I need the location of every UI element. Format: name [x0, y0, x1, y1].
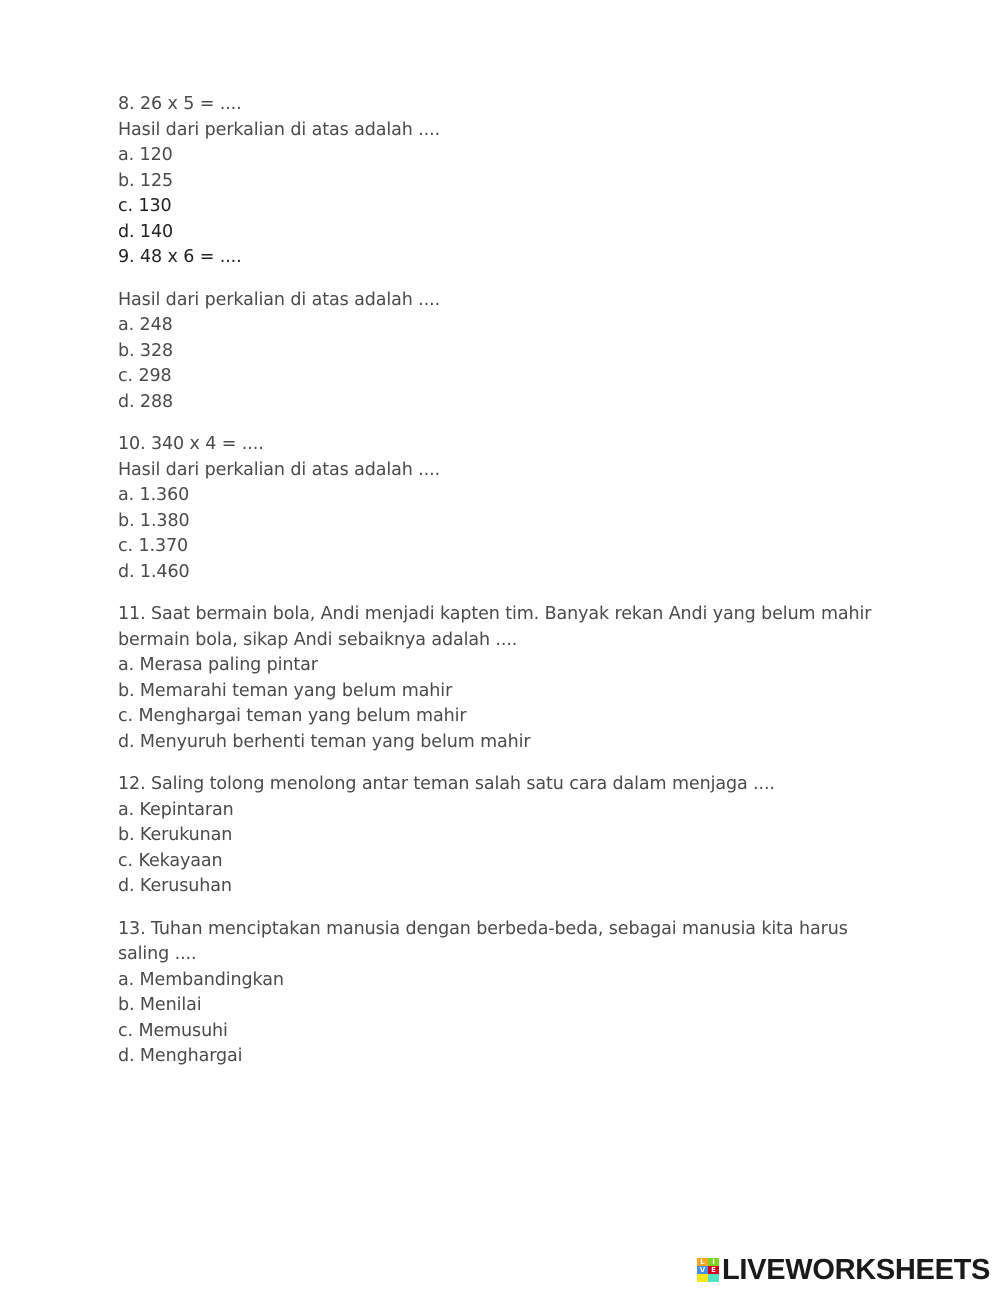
question-stem: 12. Saling tolong menolong antar teman salah satu cara dalam menjaga ....: [118, 774, 775, 794]
question-prompt: 9. 48 x 6 = ....: [118, 247, 242, 267]
option-c: c. 1.370: [118, 536, 189, 556]
question-stem-line-1: 11. Saat bermain bola, Andi menjadi kapten tim. Banyak rekan Andi yang belum mahir: [118, 604, 872, 624]
option-a: a. 120: [118, 145, 173, 165]
logo-block-1: L: [697, 1258, 708, 1266]
option-a: a. Merasa paling pintar: [118, 655, 318, 675]
option-d: d. Menghargai: [118, 1046, 243, 1066]
question-prompt: 8. 26 x 5 = ....: [118, 94, 242, 114]
question-11: [118, 602, 918, 755]
logo-block-6: [708, 1274, 719, 1282]
option-d: d. Kerusuhan: [118, 876, 232, 896]
option-d: d. 1.460: [118, 561, 190, 582]
option-c: c. Memusuhi: [118, 1020, 228, 1041]
question-stem-line-2: saling ....: [118, 944, 197, 964]
question-stem: Hasil dari perkalian di atas adalah ....: [118, 119, 441, 140]
option-d: d. 140: [118, 221, 174, 242]
option-a: a. Kepintaran: [118, 799, 234, 820]
option-c: c. 130: [118, 196, 172, 216]
option-c: c. 298: [118, 366, 172, 386]
question-13: [118, 917, 918, 1070]
option-b: b. 328: [118, 340, 174, 361]
logo-block-4: E: [708, 1266, 719, 1274]
question-stem-line-2: bermain bola, sikap Andi sebaiknya adalah ....: [118, 629, 518, 650]
option-d: d. Menyuruh berhenti teman yang belum mahir: [118, 731, 531, 752]
logo-block-5: [697, 1274, 708, 1282]
worksheet-content: [118, 92, 918, 1070]
option-b: b. Kerukunan: [118, 825, 233, 845]
option-a: a. Membandingkan: [118, 969, 284, 990]
option-c: c. Menghargai teman yang belum mahir: [118, 706, 467, 726]
question-8: [118, 92, 918, 245]
option-a: a. 248: [118, 315, 173, 335]
option-a: a. 1.360: [118, 485, 190, 505]
option-b: b. Menilai: [118, 995, 202, 1015]
question-stem: Hasil dari perkalian di atas adalah ....: [118, 289, 441, 310]
question-12: [118, 772, 918, 900]
question-prompt: 10. 340 x 4 = ....: [118, 434, 264, 454]
option-b: b. Memarahi teman yang belum mahir: [118, 680, 453, 701]
option-b: b. 1.380: [118, 510, 190, 531]
option-d: d. 288: [118, 391, 174, 412]
question-9: [118, 245, 918, 415]
question-10: [118, 432, 918, 585]
option-b: b. 125: [118, 170, 174, 191]
question-stem: Hasil dari perkalian di atas adalah ....: [118, 459, 441, 480]
logo-block-3: V: [697, 1266, 708, 1274]
liveworksheets-logo-icon: [697, 1258, 719, 1282]
question-stem-line-1: 13. Tuhan menciptakan manusia dengan berbeda-beda, sebagai manusia kita harus: [118, 918, 848, 939]
liveworksheets-logo-text: LIVEWORKSHEETS: [722, 1254, 991, 1286]
logo-block-2: I: [708, 1258, 719, 1266]
option-c: c. Kekayaan: [118, 850, 223, 871]
liveworksheets-logo: [697, 1255, 990, 1285]
